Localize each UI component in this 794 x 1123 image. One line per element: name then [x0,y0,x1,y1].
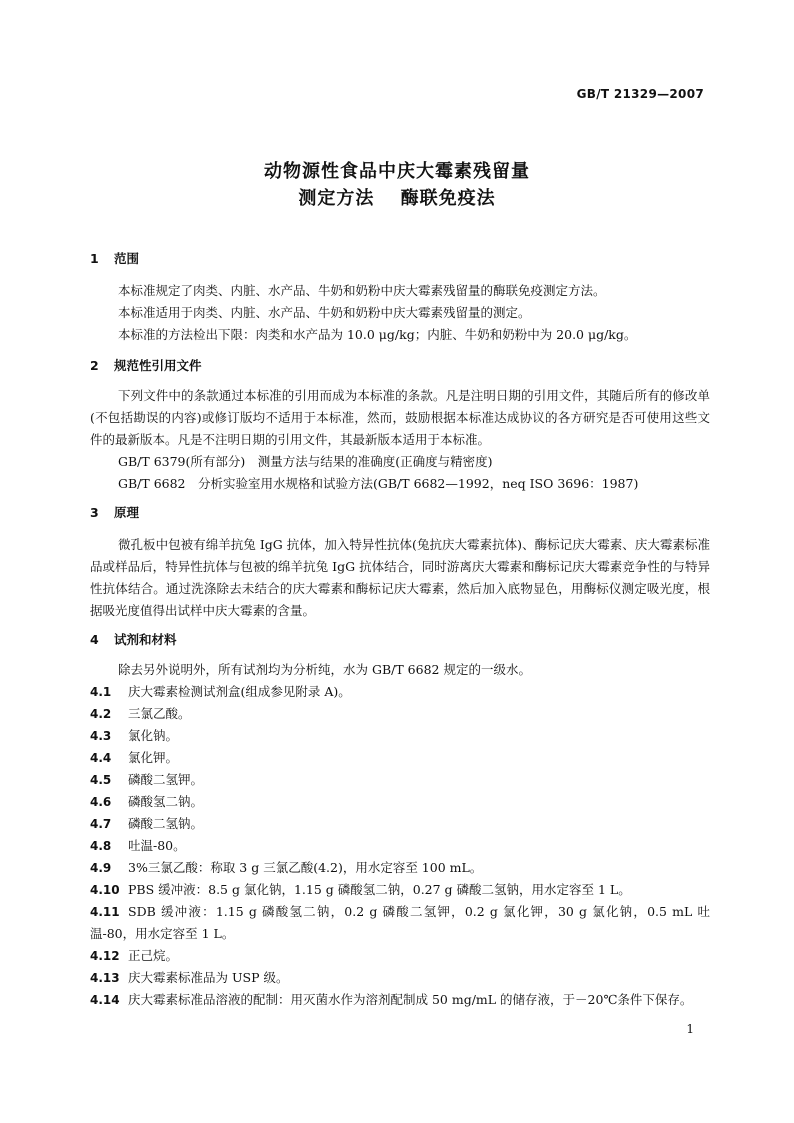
reagent-item-text: PBS 缓冲液：8.5 g 氯化钠，1.15 g 磷酸氢二钠，0.27 g 磷酸二氢钠，用水定容至 1 L。 [128,882,631,897]
section-normative-references [90,355,710,495]
reagent-item-number: 4.2 [90,707,112,721]
section-title: 原理 [114,505,140,520]
reagent-item-text: 磷酸二氢钠。 [128,816,204,831]
reagent-item-text: 氯化钠。 [128,728,179,743]
reagent-item-number: 4.1 [90,685,112,699]
reagent-item-text: 磷酸二氢钾。 [128,772,204,787]
reference-item: GB/T 6379(所有部分) 测量方法与结果的准确度(正确度与精密度) [118,454,493,469]
reagent-item-number: 4.8 [90,839,112,853]
reagent-item [90,791,710,813]
reagent-item-text: 庆大霉素标准品溶液的配制：用灭菌水作为溶剂配制成 50 mg/mL 的储存液，于－20℃条件下保存。 [128,992,693,1007]
section-heading [90,629,710,651]
reagent-item-text: SDB 缓冲液：1.15 g 磷酸氢二钠，0.2 g 磷酸二氢钾，0.2 g 氯化钾，30 g 氯化钠，0.5 mL 吐温-80，用水定容至 1 L。 [90,904,710,941]
section-heading [90,355,710,377]
section-title: 规范性引用文件 [114,358,202,373]
reagent-item [90,945,710,967]
reagent-item [90,769,710,791]
section-number: 3 [90,505,99,520]
section-scope [90,248,710,346]
reagent-item [90,703,710,725]
reference-item: GB/T 6682 分析实验室用水规格和试验方法(GB/T 6682—1992，neq ISO 3696：1987) [118,476,639,491]
reagent-item-text: 磷酸氢二钠。 [128,794,204,809]
section-title: 范围 [114,251,140,266]
reagent-item-number: 4.5 [90,773,112,787]
paragraph: 微孔板中包被有绵羊抗兔 IgG 抗体，加入特异性抗体(兔抗庆大霉素抗体)、酶标记庆大霉素、庆大霉素标准品或样品后，特异性抗体与包被的绵羊抗兔 IgG 抗体结合，同时游离庆大霉素和酶标记庆大霉素竞争性的与特异性抗体结合。通过洗涤除去未结合的庆大霉素和酶标记庆大霉素，然后加入底物显色，用酶标仪测定吸光度，根据吸光度值得出试样中庆大霉素的含量。 [90,537,710,618]
reagent-item-number: 4.12 [90,949,120,963]
reagent-item-number: 4.9 [90,861,112,875]
reagent-item [90,989,710,1011]
reagent-item-number: 4.7 [90,817,112,831]
reagent-item-text: 庆大霉素检测试剂盒(组成参见附录 A)。 [128,684,351,699]
paragraph: 下列文件中的条款通过本标准的引用而成为本标准的条款。凡是注明日期的引用文件，其随后所有的修改单(不包括勘误的内容)或修订版均不适用于本标准，然而，鼓励根据本标准达成协议的各方研究是否可使用这些文件的最新版本。凡是不注明日期的引用文件，其最新版本适用于本标准。 [90,388,710,447]
paragraph: 本标准适用于肉类、内脏、水产品、牛奶和奶粉中庆大霉素残留量的测定。 [118,305,531,320]
section-heading [90,502,710,524]
section-heading [90,248,710,270]
reagent-item-text: 吐温-80。 [128,838,186,853]
reagent-item [90,747,710,769]
section-number: 4 [90,632,99,647]
reagent-item-number: 4.13 [90,971,120,985]
reagent-item-text: 正己烷。 [128,948,179,963]
section-number: 1 [90,251,99,266]
reagent-item [90,857,710,879]
reagent-item-number: 4.11 [90,905,120,919]
section-title: 试剂和材料 [114,632,177,647]
reagent-item [90,967,710,989]
reagent-item-number: 4.3 [90,729,112,743]
reagent-item [90,681,710,703]
reagent-item-text: 三氯乙酸。 [128,706,191,721]
paragraph: 除去另外说明外，所有试剂均为分析纯，水为 GB/T 6682 规定的一级水。 [118,662,531,677]
document-title-line-2: 测定方法 酶联免疫法 [298,188,496,209]
reagent-item [90,901,710,945]
reagent-item [90,813,710,835]
reagent-item-number: 4.6 [90,795,112,809]
document-title-line-1: 动物源性食品中庆大霉素残留量 [264,161,530,182]
standard-code: GB/T 21329—2007 [576,87,704,101]
page-number: 1 [686,1022,694,1036]
paragraph: 本标准规定了肉类、内脏、水产品、牛奶和奶粉中庆大霉素残留量的酶联免疫测定方法。 [118,283,606,298]
reagent-item [90,835,710,857]
section-principle [90,502,710,622]
reagent-item-text: 3%三氯乙酸：称取 3 g 三氯乙酸(4.2)，用水定容至 100 mL。 [128,860,483,875]
section-reagents-and-materials [90,629,710,1011]
paragraph: 本标准的方法检出下限：肉类和水产品为 10.0 μg/kg；内脏、牛奶和奶粉中为 20.0 μg/kg。 [118,327,637,342]
reagent-item-number: 4.4 [90,751,112,765]
reagent-item-number: 4.10 [90,883,120,897]
reagent-item-text: 氯化钾。 [128,750,179,765]
reagent-item [90,725,710,747]
reagent-item-text: 庆大霉素标准品为 USP 级。 [128,970,289,985]
section-number: 2 [90,358,99,373]
reagent-item [90,879,710,901]
reagent-item-number: 4.14 [90,993,120,1007]
reagent-list [90,681,710,1011]
